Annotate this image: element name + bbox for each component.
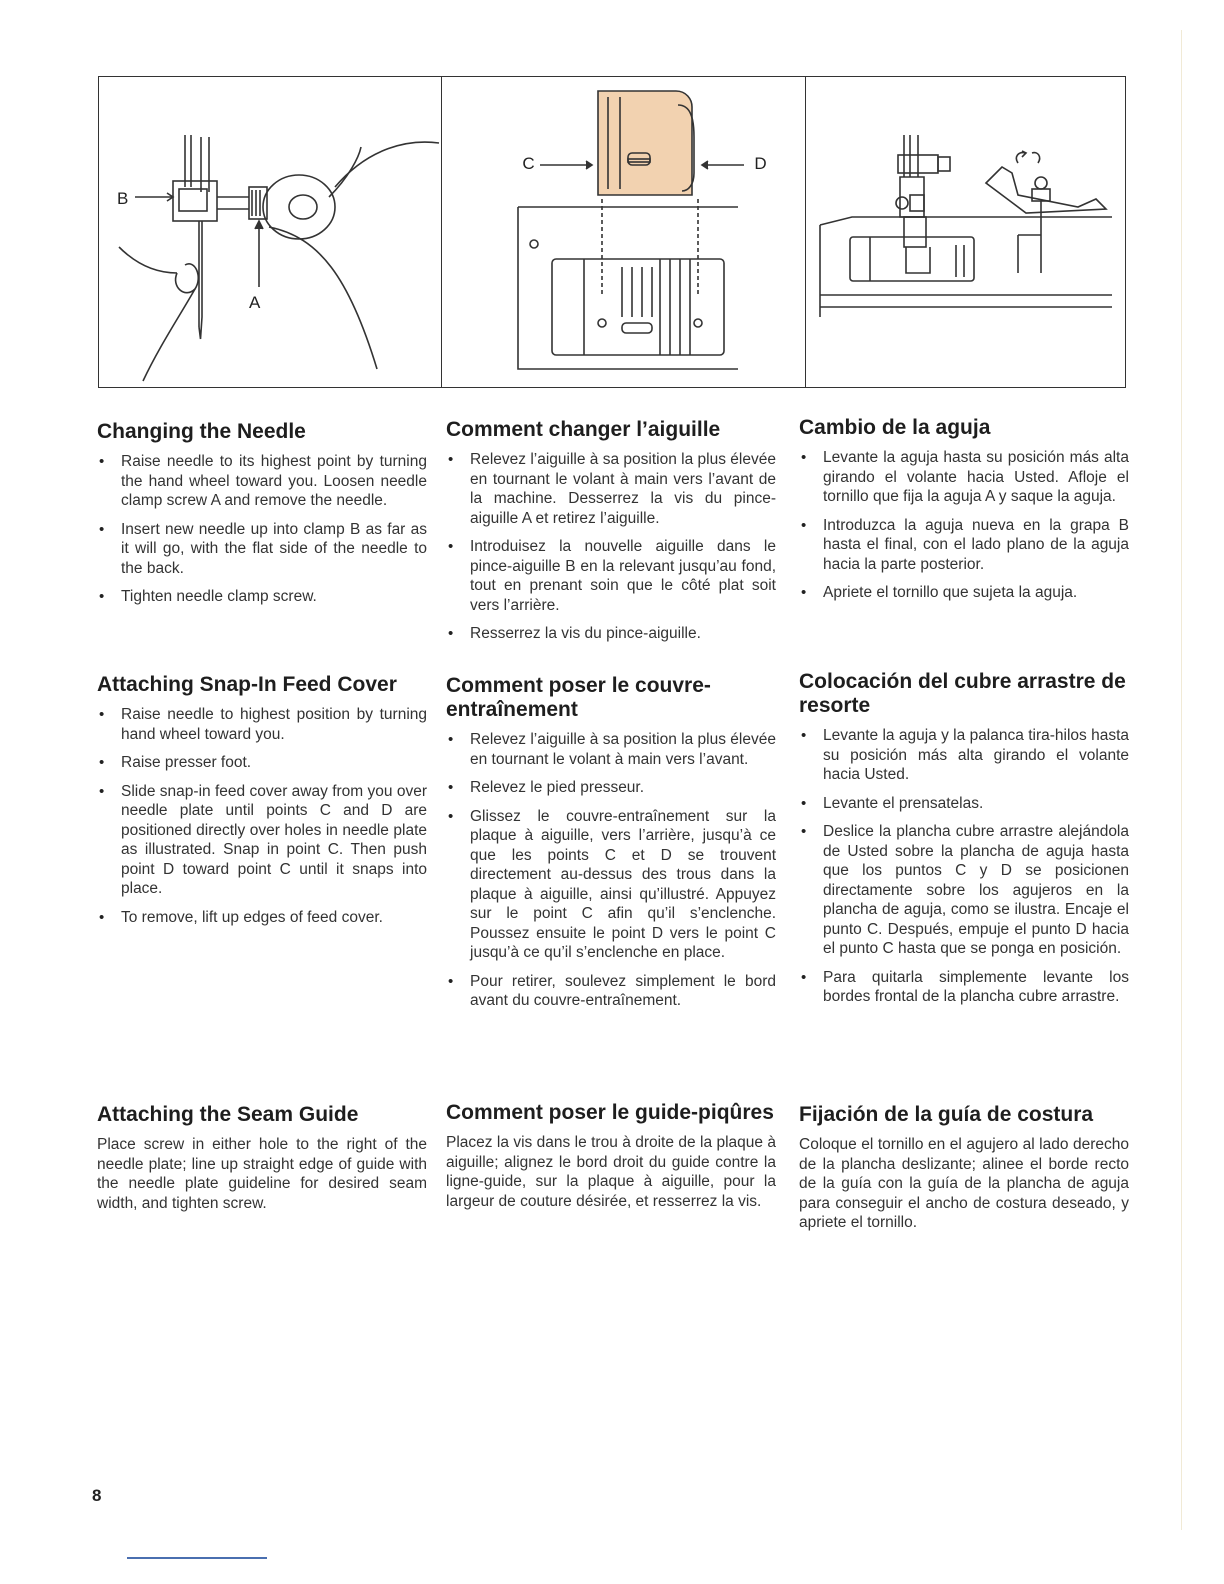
list-item: • Deslice la plancha cubre arrastre alejándola de Usted sobre la plancha de aguja hasta que los puntos C y D se posicionen directamente sobre los agujeros en la plancha de aguja, como se ilustra. Encaje el punto C. Después, empuje el punto D hacia el punto C hasta que se ponga en posición. <box>799 822 1129 959</box>
list-item: • Introduzca la aguja nueva en la grapa B hasta el final, con el lado plano de la aguja hacia la parte posterior. <box>799 516 1129 575</box>
list-item: • Glissez le couvre-entraînement sur la plaque à aiguille, vers l’arrière, jusqu’à ce que les points C et D se trouvent directement au-dessus des trous dans la plaque à aiguille, ainsi qu’illustré. Appuyez sur le point C afin qu’il s’enclenche. Poussez ensuite le point D vers le point C jusqu’à ce qu’il s’enclenche en place. <box>446 807 776 963</box>
list-item: • Raise presser foot. <box>97 753 427 773</box>
fr-seam-text: Placez la vis dans le trou à droite de la plaque à aiguille; alignez le bord droit du guide contre la ligne-guide, sur la plaque à aiguille, pour la largeur de couture désirée, et resserrez la vis. <box>446 1134 776 1210</box>
illustration-strip <box>98 76 1126 388</box>
fr-needle-title: Comment changer l’aiguille <box>446 418 721 441</box>
es-seam-title: Fijación de la guía de costura <box>799 1103 1094 1126</box>
list-item: • Levante la aguja y la palanca tira-hilos hasta su posición más alta girando el volante hacia Usted. <box>799 726 1129 785</box>
list-item: • Para quitarla simplemente levante los bordes frontal de la plancha cubre arrastre. <box>799 968 1129 1007</box>
footer-rule <box>127 1557 267 1559</box>
fr-seam-section <box>446 1101 776 1211</box>
needle-illustration <box>99 77 442 387</box>
en-feed-list <box>97 705 427 927</box>
list-item: • Tighten needle clamp screw. <box>97 587 427 607</box>
en-needle-title: Changing the Needle <box>97 420 306 443</box>
feed-cover-drawing <box>442 77 806 387</box>
list-item: • Relevez l’aiguille à sa position la plus élevée en tournant le volant à main vers l’avant. <box>446 730 776 769</box>
fr-seam-title: Comment poser le guide-piqûres <box>446 1101 774 1124</box>
list-item: • Relevez le pied presseur. <box>446 778 776 798</box>
es-seam-text: Coloque el tornillo en el agujero al lado derecho de la plancha deslizante; alinee el borde recto de la guía con la guía de la plancha de aguja para conseguir el ancho de costura deseado, y apriete el tornillo. <box>799 1136 1129 1231</box>
label-c: C <box>522 154 535 173</box>
list-item: • Introduisez la nouvelle aiguille dans le pince-aiguille B en la relevant jusqu’au fond, tout en prenant soin que le côté plat soit vers l’arrière. <box>446 537 776 615</box>
seam-guide-illustration <box>806 77 1125 387</box>
en-seam-text: Place screw in either hole to the right of the needle plate; line up straight edge of guide with the needle plate guideline for desired seam width, and tighten screw. <box>97 1136 427 1212</box>
es-needle-list <box>799 448 1129 603</box>
es-feed-list <box>799 726 1129 1007</box>
en-needle-section <box>97 420 427 616</box>
en-feed-section <box>97 673 427 936</box>
feed-cover-illustration <box>442 77 805 387</box>
list-item: • Raise needle to its highest point by turning the hand wheel toward you. Loosen needle clamp screw A and remove the needle. <box>97 452 427 511</box>
label-b: B <box>117 189 129 208</box>
fr-feed-list <box>446 730 776 1011</box>
en-needle-list <box>97 452 427 607</box>
list-item: • Slide snap-in feed cover away from you over needle plate until points C and D are positioned directly over holes in needle plate as illustrated. Snap in point C. Then push point D toward point C until it snaps into place. <box>97 782 427 899</box>
es-needle-section <box>799 416 1129 612</box>
page-edge-shadow <box>1181 30 1182 1530</box>
es-seam-section <box>799 1103 1129 1233</box>
fr-feed-title: Comment poser le couvre-entraînement <box>446 674 711 721</box>
list-item: • To remove, lift up edges of feed cover. <box>97 908 427 928</box>
fr-needle-list <box>446 450 776 644</box>
label-d: D <box>754 154 767 173</box>
seam-guide-drawing <box>806 77 1126 387</box>
es-needle-title: Cambio de la aguja <box>799 416 991 439</box>
en-seam-title: Attaching the Seam Guide <box>97 1103 359 1126</box>
en-feed-title: Attaching Snap-In Feed Cover <box>97 673 397 696</box>
fr-needle-section <box>446 418 776 653</box>
list-item: • Levante la aguja hasta su posición más alta girando el volante hacia Usted. Afloje el tornillo que fija la aguja A y saque la aguja. <box>799 448 1129 507</box>
list-item: • Insert new needle up into clamp B as far as it will go, with the flat side of the needle to the back. <box>97 520 427 579</box>
fr-feed-section <box>446 674 776 1020</box>
en-seam-section <box>97 1103 427 1213</box>
list-item: • Apriete el tornillo que sujeta la aguja. <box>799 583 1129 603</box>
list-item: • Relevez l’aiguille à sa position la plus élevée en tournant le volant à main vers l’avant de la machine. Desserrez la vis du pince-aiguille A et retirez l’aiguille. <box>446 450 776 528</box>
label-a: A <box>249 293 261 312</box>
needle-clamp-drawing <box>99 77 443 387</box>
page-number: 8 <box>92 1486 102 1505</box>
list-item: • Levante el prensatelas. <box>799 794 1129 814</box>
list-item: • Pour retirer, soulevez simplement le bord avant du couvre-entraînement. <box>446 972 776 1011</box>
es-feed-section <box>799 670 1129 1016</box>
list-item: • Resserrez la vis du pince-aiguille. <box>446 624 776 644</box>
list-item: • Raise needle to highest position by turning hand wheel toward you. <box>97 705 427 744</box>
es-feed-title: Colocación del cubre arrastre de resorte <box>799 670 1126 717</box>
